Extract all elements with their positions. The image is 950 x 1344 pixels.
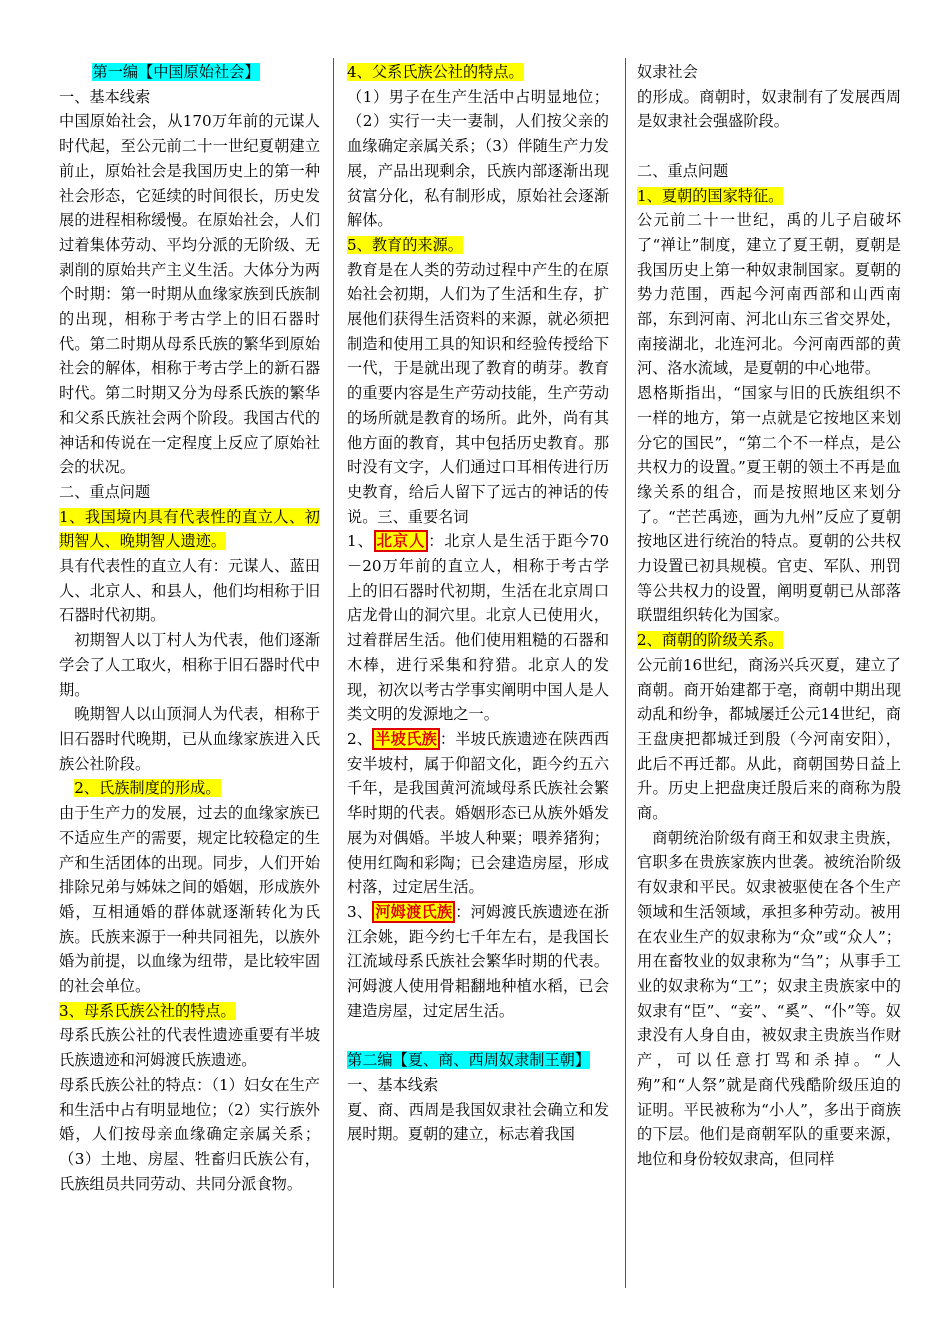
topic-heading: 3、母系氏族公社的特点。	[59, 1001, 236, 1020]
term-highlight: 半坡氏族	[372, 728, 440, 750]
term-highlight: 河姆渡氏族	[372, 901, 455, 923]
section-heading: 二、重点问题	[637, 161, 729, 180]
term-entry: 1、 北京人 ：北京人是生活于距今70－20万年前的直立人，相称于考古学上的旧石器时代初期，生活在北京周口店龙骨山的洞穴里。北京人已使用火，过着群居生活。他们使用粗糙的石器和木棒，进行采集和狩猎。北京人的发现，初次以考古学事实阐明中国人是人类文明的发源地之一。	[347, 532, 610, 724]
paragraph: 母系氏族公社的特点：（1）妇女在生产和生活中占有明显地位；（2）实行族外婚，人们按母亲血缘确定亲属关系；（3）土地、房屋、牲畜归氏族公有，氏族组员共同劳动、共同分派食物。	[59, 1075, 320, 1193]
paragraph: 中国原始社会，从170万年前的元谋人时代起，至公元前二十一世纪夏朝建立前止，原始社会是我国历史上的第一种社会形态，它延续的时间很长，历史发展的进程相称缓慢。在原始社会，人们过着集体劳动、平均分派的无阶级、无剥削的原始共产主义生活。大体分为两个时期：第一时期从血缘家族到氏族制的出现，相称于考古学上的旧石器时代。第二时期从母系氏族的繁华到原始社会的解体，相称于考古学上的新石器时代。第二时期又分为母系氏族的繁华和父系氏族社会两个阶段。我国古代的神话和传说在一定程度上反应了原始社会的状况。	[59, 112, 320, 477]
topic-heading: 2、氏族制度的形成。	[74, 779, 221, 798]
paragraph: 教育是在人类的劳动过程中产生的在原始社会初期，人们为了生活和生存，扩展他们获得生活资料的来源，就必须把制造和使用工具的知识和经验传授给下一代，于是就出现了教育的萌芽。教育的重要内容是生产劳动技能，生产劳动的场所就是教育的场所。此外，尚有其他方面的教育，其中包括历史教育。那时没有文字，人们通过口耳相传进行历史教育，给后人留下了远古的神话的传说。三、重要名词	[347, 260, 609, 526]
column-3	[637, 60, 901, 1172]
section-heading: 一、基本线索	[347, 1075, 439, 1094]
topic-heading: 5、教育的来源。	[347, 235, 463, 254]
topic-heading: 1、我国境内具有代表性的直立人、初期智人、晚期智人遗迹。	[59, 507, 320, 551]
paragraph: 恩格斯指出，“国家与旧的氏族组织不一样的地方，第一点就是它按地区来划分它的国民”，“第二个不一样点，是公共权力的设置。”夏王朝的领土不再是血缘关系的组合，而是按照地区来划分了。“芒芒禹迹，画为九州”反应了夏朝按地区进行统治的特点。夏朝的公共权力设置已初具规模。官吏、军队、刑罚等公共权力的设置，阐明夏朝已从部落联盟组织转化为国家。	[637, 384, 901, 625]
spacer	[347, 1023, 609, 1048]
topic-heading: 1、夏朝的国家特征。	[637, 186, 784, 205]
column-1	[59, 60, 320, 1196]
topic-heading: 2、商朝的阶级关系。	[637, 631, 784, 650]
paragraph: 的形成。商朝时，奴隶制有了发展西周是奴隶社会强盛阶段。	[637, 87, 901, 131]
paragraph: 公元前16世纪，商汤兴兵灭夏，建立了商朝。商开始建都于亳，商朝中期出现动乱和纷争，都城屡迁公元14世纪，商王盘庚把都城迁到殷（今河南安阳），此后不再迁都。从此，商朝国势日益上升。历史上把盘庚迁殷后来的商称为殷商。	[637, 655, 901, 823]
column-divider	[333, 58, 334, 1288]
part-title: 第一编【中国原始社会】	[92, 63, 260, 81]
part-title: 第二编【夏、商、西周奴隶制王朝】	[347, 1051, 590, 1070]
term-highlight: 北京人	[374, 530, 428, 552]
paragraph: 晚期智人以山顶洞人为代表，相称于旧石器时代晚期，已从血缘家族进入氏族公社阶段。	[59, 705, 320, 773]
paragraph: 初期智人以丁村人为代表，他们逐渐学会了人工取火，相称于旧石器时代中期。	[59, 631, 320, 699]
spacer	[637, 134, 901, 159]
paragraph: 商朝统治阶级有商王和奴隶主贵族，官职多在贵族家族内世袭。被统治阶级有奴隶和平民。奴隶被驱使在各个生产领域和生活领域，承担多种劳动。被用在农业生产的奴隶称为“众”或“众人”；用在畜牧业的奴隶称为“刍”；从事手工业的奴隶称为“工”；奴隶主贵族家中的奴隶有“臣”、“妾”、“奚”、“仆”等。奴隶没有人身自由，被奴隶主贵族当作财产，可以任意打骂和杀掉。“人殉”和“人祭”就是商代残酷阶级压迫的证明。平民被称为“小人”，多出于商族的下层。他们是商朝军队的重要来源，地位和身份较奴隶高，但同样	[637, 828, 901, 1168]
topic-heading: 4、父系氏族公社的特点。	[347, 63, 524, 81]
column-divider	[625, 58, 626, 1288]
paragraph: 由于生产力的发展，过去的血缘家族已不适应生产的需要，规定比较稳定的生产和生活团体的出现。同步，人们开始排除兄弟与姊妹之间的婚姻，形成族外婚，互相通婚的群体就逐渐转化为氏族。氏族来源于一种共同祖先，以族外婚为前提，以血缘为纽带，是比较牢固的社会单位。	[59, 804, 320, 996]
paragraph: 夏、商、西周是我国奴隶社会确立和发展时期。夏朝的建立，标志着我国	[347, 1100, 609, 1144]
paragraph: 奴隶社会	[637, 63, 698, 81]
paragraph: 具有代表性的直立人有：元谋人、蓝田人、北京人、和县人，他们均相称于旧石器时代初期。	[59, 557, 320, 625]
paragraph: （1）男子在生产生活中占明显地位；（2）实行一夫一妻制，人们按父亲的血缘确定亲属关系；（3）伴随生产力发展，产品出现剩余，氏族内部逐渐出现贫富分化，私有制形成，原始社会逐渐解体。	[347, 87, 609, 230]
section-heading: 二、重点问题	[59, 482, 151, 501]
section-heading: 一、基本线索	[59, 87, 151, 106]
paragraph: 母系氏族公社的代表性遗迹重要有半坡氏族遗迹和河姆渡氏族遗迹。	[59, 1026, 320, 1070]
term-entry: 2、 半坡氏族 ：半坡氏族遗迹在陕西西安半坡村，属于仰韶文化，距今约五六千年，是我国黄河流域母系氏族社会繁华时期的代表。婚姻形态已从族外婚发展为对偶婚。半坡人种粟；喂养猪狗；使用红陶和彩陶；已会建造房屋，形成村落，过定居生活。	[347, 729, 610, 897]
column-2	[347, 60, 609, 1147]
term-entry: 3、 河姆渡氏族 ：河姆渡氏族遗迹在浙江余姚，距今约七千年左右，是我国长江流域母系氏族社会繁华时期的代表。河姆渡人使用骨耜翻地种植水稻，已会建造房屋，过定居生活。	[347, 902, 610, 1020]
paragraph: 公元前二十一世纪，禹的儿子启破坏了“禅让”制度，建立了夏王朝，夏朝是我国历史上第一种奴隶制国家。夏朝的势力范围，西起今河南西部和山西南部，东到河南、河北山东三省交界处，南接湖北，北连河北。今河南西部的黄河、洛水流域，是夏朝的中心地带。	[637, 211, 901, 378]
